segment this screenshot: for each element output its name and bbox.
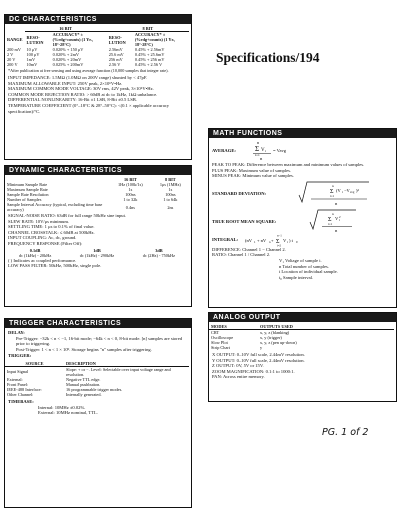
trigger-characteristics-section: [4, 318, 192, 508]
std-dev-equation-icon: [297, 180, 372, 207]
analog-spec-line: ZOOM MAGNIFICATION: 0.1:1 to 1000:1.: [212, 368, 295, 374]
rms-equation-icon: [308, 208, 363, 233]
dc-group-16bit: 16 BIT: [25, 26, 107, 32]
cell: Input Signal: [7, 369, 29, 375]
cell: 16 programmable trigger modes.: [66, 386, 123, 392]
trigger-col-source: SOURCE: [5, 361, 64, 367]
svg-text:V: V: [261, 148, 265, 153]
analog-table: [209, 324, 394, 350]
svg-text:Σ: Σ: [330, 188, 334, 195]
dynamic-characteristics-section: [4, 165, 192, 307]
cell: Front Panel:: [7, 381, 29, 387]
analog-spec-line: PAN: Across entire memory.: [212, 374, 265, 380]
dc-col-res8: RESO-LUTION: [108, 34, 126, 45]
integral-formula: [209, 233, 396, 247]
trigger-table: [5, 361, 189, 397]
page-number-label: PG. 1 of 2: [322, 427, 369, 438]
dc-spec-line: COMMON MODE REJECTION RATIO: > 60dB at dc to 1kHz, 1kΩ unbalance.: [8, 91, 158, 97]
analog-spec-line: Y OUTPUT: 0–10V full scale, 2.44mV resolution.: [212, 357, 305, 363]
cell: 2.56 V: [108, 62, 121, 67]
svg-text:) t: ) t: [289, 237, 293, 243]
cell: 2 V: [7, 52, 14, 57]
svg-text:n: n: [260, 156, 263, 161]
dc-spec-line: TEMPERATURE COEFFICIENT (0°–18°C & 28°–50°C): <(0.1 × applicable accuracy specification)/°C.: [8, 102, 170, 114]
freq-response-table: [5, 248, 189, 258]
freq-head: 0.1dB: [29, 247, 41, 253]
analog-col-modes: MODES: [209, 324, 258, 330]
cell: 25.6 mV: [108, 52, 124, 57]
svg-text:i: i: [339, 217, 340, 222]
cell: 0.020% + 150 μV: [52, 47, 84, 52]
dc-table: [5, 26, 189, 67]
cell: 10 μV: [26, 47, 38, 52]
analog-header: ANALOG OUTPUT: [209, 313, 396, 322]
dc-col-acc16: ACCURACY* ±(%rdg+counts) (1 Yr., 18°-28°C): [52, 32, 93, 47]
cell: x, y, z (blanking): [260, 330, 290, 335]
std-dev-formula: [209, 179, 396, 207]
svg-text:n: n: [335, 200, 338, 206]
svg-text:avg: avg: [350, 189, 355, 194]
cell: 0.025% + 200mV: [52, 62, 84, 67]
dyn-spec-line: SIGNAL-NOISE RATIO: 63dB for full range 50kHz sine input.: [8, 213, 127, 218]
svg-text:n: n: [257, 140, 259, 145]
cell: IEEE-488 Interface:: [7, 386, 42, 392]
cell: Manual pushbutton.: [66, 381, 101, 387]
cell: 2ns: [167, 204, 174, 210]
dyn-spec-line: SLEW RATE: 10V/μs minimum.: [8, 218, 70, 224]
svg-text:)²: )²: [356, 187, 359, 193]
freq-val: dc (2Hz) - 750kHz: [142, 252, 176, 258]
cell: x, y (trigger): [260, 335, 282, 340]
svg-text:n: n: [332, 183, 334, 188]
svg-text:i=1: i=1: [255, 153, 260, 157]
ratio: RATIO: Channel 1 / Channel 2.: [212, 252, 271, 258]
svg-text:n: n: [269, 239, 271, 244]
peak-to-peak: PEAK TO PEAK: Difference between maximum and minimum values of samples.: [212, 162, 365, 167]
svg-text:n: n: [332, 211, 334, 216]
cell: 0.45% + 256 mV: [134, 57, 165, 62]
integral-label: INTEGRAL:: [212, 236, 239, 242]
dc-spec-line: DIFFERENTIAL NONLINEARITY: 16-Bit ±1 LSB, 8-Bit ±0.5 LSB.: [8, 97, 137, 103]
cell: 1μs (1MHz): [159, 182, 181, 187]
svg-text:V: V: [283, 237, 287, 243]
pre-trigger: Pre-Trigger: −32k < n < −1, 16-bit mode; −64k < n < 0, 8-bit mode. [n] samples are stored prior to triggering.: [16, 335, 183, 347]
dynamic-specs: [5, 212, 191, 248]
math-legend: [209, 258, 396, 280]
cell: 2.56mV: [108, 47, 123, 52]
math-functions-section: [208, 128, 397, 308]
post-trigger: Post-Trigger: 1 < n < 1 × 10⁹. Storage begins "n" samples after triggering.: [16, 346, 152, 352]
dc-spec-line: MAXIMUM COMMON MODE VOLTAGE: 30V rms, 42V peak, 3×10⁶V•Hz.: [8, 86, 154, 92]
cell: Sample Interval Accuracy (typical, excluding time base accuracy): [7, 202, 103, 212]
freq-val: dc (1kHz) - 20kHz: [18, 252, 52, 258]
svg-text:n: n: [335, 227, 338, 233]
cell: 0.020% + 2mV: [52, 52, 80, 57]
dc-group-8bit: 8 BIT: [107, 26, 189, 32]
dc-specs: [5, 74, 191, 115]
cell: Minimum Sample Rate: [7, 182, 48, 187]
cell: Other Channel:: [7, 391, 34, 397]
trigger-header: TRIGGER CHARACTERISTICS: [5, 319, 191, 328]
legend-item: n Total number of samples.: [279, 263, 329, 269]
cell: 1 to 32k: [123, 197, 138, 202]
cell: 0.45% + 2.56 V: [134, 62, 163, 67]
svg-text:Σ: Σ: [276, 238, 280, 245]
timebase-internal: Internal: 10MHz ±0.02%.: [38, 404, 86, 410]
freq-head: 1dB: [93, 247, 101, 253]
svg-text:i: i: [287, 239, 288, 244]
svg-text:n−1: n−1: [277, 233, 282, 238]
dc-footnote: *After publication at free sensing and using average function (10,000 samples that integer rate).: [8, 68, 169, 73]
svg-text:i: i: [342, 189, 343, 194]
analog-spec-line: Z OUTPUT: 0V, 5V or 15V.: [212, 363, 264, 369]
average-label: AVERAGE:: [212, 148, 236, 153]
dynamic-table: [5, 177, 189, 212]
freq-note: ( ) Indicates ac coupled performance.: [8, 257, 77, 263]
svg-text:+ nV: + nV: [257, 237, 267, 243]
svg-text:Σ: Σ: [328, 216, 332, 223]
svg-text:+: +: [271, 237, 274, 243]
svg-text:(V: (V: [336, 187, 341, 193]
integral-equation-icon: [245, 233, 315, 247]
cell: 100ns: [165, 192, 176, 197]
cell: Slope: + or −. Level: Selectable over input voltage range and resolution.: [66, 366, 171, 377]
delay-label: DELAY:: [8, 330, 25, 335]
legend-item: i Location of individual sample.: [279, 269, 338, 275]
cell: 1s: [128, 187, 133, 192]
analog-col-outputs: OUTPUTS USED: [258, 324, 394, 330]
cell: 1 to 64k: [163, 197, 178, 202]
dc-col-range: RANGE: [7, 36, 23, 42]
rms-label: TRUE ROOT MEAN SQUARE:: [212, 218, 277, 224]
cell: 200 V: [7, 62, 18, 67]
cell: Number of Samples: [7, 197, 42, 202]
legend-item: t₀ Sample interval.: [279, 274, 314, 280]
cell: CRT: [211, 330, 220, 335]
svg-text:1: 1: [254, 239, 256, 244]
svg-text:2: 2: [339, 214, 341, 219]
dyn-spec-line: FREQUENCY RESPONSE (Filter Off):: [8, 240, 83, 246]
cell: 200 mV: [7, 47, 21, 52]
svg-text:V: V: [335, 215, 339, 221]
svg-text:i=1: i=1: [328, 221, 333, 226]
dc-characteristics-section: [4, 14, 192, 160]
cell: Internally generated.: [66, 391, 102, 397]
cell: 0.45% + 25.6mV: [134, 52, 165, 57]
trigger-col-description: DESCRIPTION: [64, 361, 189, 367]
legend-item: V₁ Voltage of sample i.: [279, 257, 322, 263]
average-rhs: = Vavg: [273, 148, 287, 153]
cell: 1mV: [26, 57, 36, 62]
freq-head: 3dB: [155, 247, 163, 253]
cell: 1Hz (100k/1s): [118, 182, 143, 187]
cell: 0.45% + 2.56mV: [134, 47, 165, 52]
dyn-spec-line: SETTLING TIME: 1 μs to 0.1% of final value.: [8, 224, 95, 230]
svg-text:(nV: (nV: [245, 237, 252, 243]
table-row: [5, 366, 189, 377]
cell: 20 V: [7, 57, 16, 62]
cell: 0.4ns: [125, 204, 135, 210]
cell: Maximum Sample Rate: [7, 187, 48, 192]
dyn-col-16bit: 16 BIT: [123, 177, 137, 182]
timebase-external: External: 10MHz nominal, TTL.: [38, 410, 99, 416]
plus-peak: PLUS PEAK: Maximum value of samples.: [212, 167, 292, 173]
std-dev-label: STANDARD DEVIATION:: [212, 190, 267, 196]
svg-text:−V: −V: [344, 187, 350, 193]
cell: 256 mV: [108, 57, 123, 62]
dyn-col-8bit: 8 BIT: [165, 177, 176, 182]
cell: y: [260, 345, 263, 350]
svg-text:i=1: i=1: [330, 193, 335, 198]
analog-output-section: [208, 312, 397, 402]
minus-peak: MINUS PEAK: Minimum value of samples.: [212, 173, 294, 179]
dc-col-res16: RESO-LUTION: [26, 34, 44, 45]
analog-spec-line: X OUTPUT: 0–10V full scale, 2.44mV resolution.: [212, 352, 305, 357]
timebase-label: TIMEBASE:: [8, 398, 34, 404]
svg-text:0: 0: [296, 239, 298, 244]
freq-val: dc (1kHz) - 290kHz: [79, 252, 115, 258]
svg-text:i=2: i=2: [277, 243, 282, 247]
dc-col-acc8: ACCURACY* ±(%rdg+counts) (1 Yr., 18°-28°C): [134, 32, 176, 47]
trigger-label: TRIGGER:: [8, 353, 32, 359]
dc-spec-line: INPUT IMPEDANCE: 1.5MΩ (1.0MΩ on 200V range) shunted by < 47pF.: [8, 75, 148, 80]
cell: x, y, z (pen up-down): [260, 340, 297, 345]
page-title: Specifications/194: [216, 50, 320, 65]
cell: Oscilloscope: [211, 335, 234, 340]
cell: 10mV: [26, 62, 38, 67]
dc-spec-line: MAXIMUM ALLOWABLE INPUT: 250V peak, 2×10⁶V•Hz.: [8, 80, 123, 86]
cell: 100 μV: [26, 52, 40, 57]
cell: 100ns: [125, 192, 136, 197]
svg-text:i: i: [265, 149, 266, 153]
cell: 0.020% + 20mV: [52, 57, 82, 62]
math-header: MATH FUNCTIONS: [209, 129, 396, 138]
average-formula: [209, 138, 396, 162]
dyn-spec-line: CHANNEL CROSSTALK: ≤ 60dB at 500kHz.: [8, 229, 95, 235]
rms-formula: [209, 207, 396, 233]
cell: Strip Chart: [211, 345, 230, 350]
table-row: [5, 202, 189, 212]
cell: External:: [7, 376, 23, 382]
cell: Slow Plot: [211, 340, 228, 345]
cell: 1s: [168, 187, 173, 192]
svg-text:Σ: Σ: [255, 145, 260, 153]
cell: Sample Rate Resolution: [7, 192, 49, 197]
low-pass-filter: LOW PASS FILTER: 50kHz, 500kHz, single pole.: [8, 263, 102, 269]
cell: Negative TTL edge.: [66, 376, 101, 382]
dynamic-header: DYNAMIC CHARACTERISTICS: [5, 166, 191, 175]
difference: DIFFERENCE: Channel 1 − Channel 2.: [212, 246, 286, 252]
dyn-spec-line: INPUT COUPLING: Ac, dc, ground.: [8, 235, 77, 241]
dc-header: DC CHARACTERISTICS: [5, 15, 191, 24]
